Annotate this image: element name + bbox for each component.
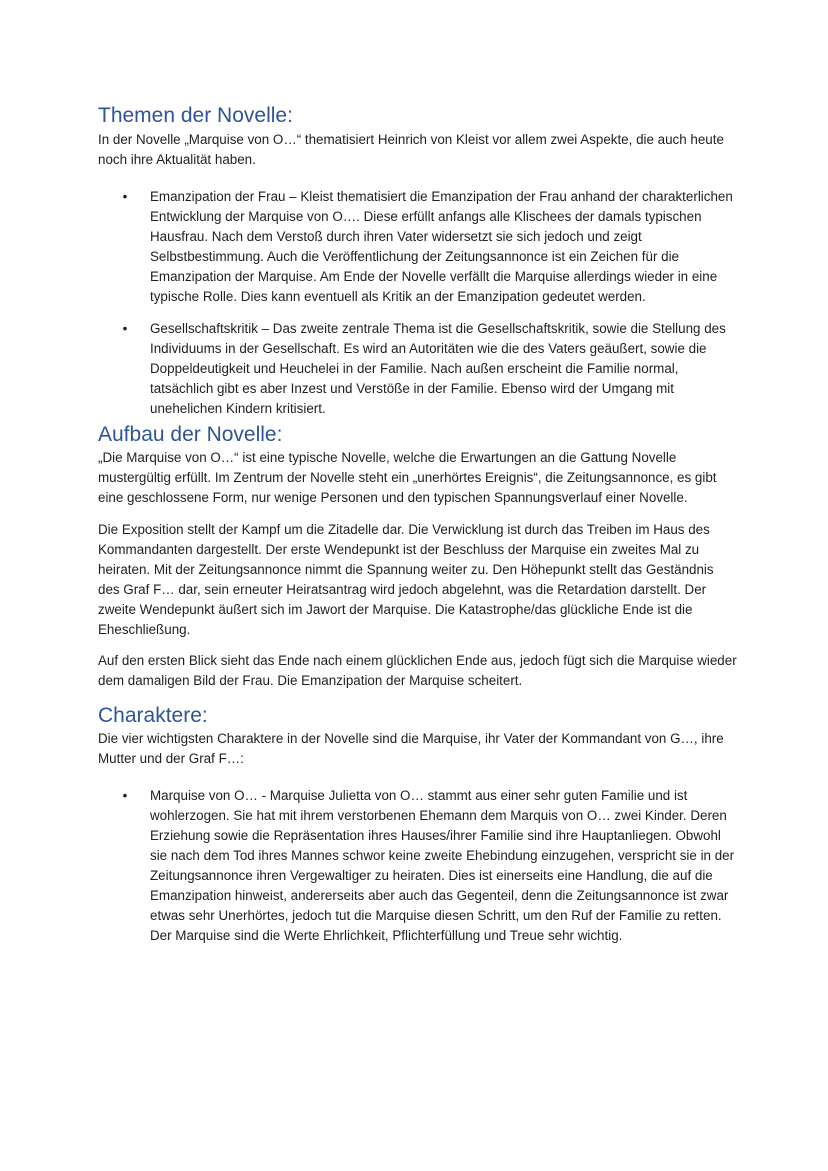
aufbau-paragraph: „Die Marquise von O…“ ist eine typische Novelle, welche die Erwartungen an die Gattung Novelle mustergültig erfüllt. Im Zentrum der Novelle steht ein „unerhörtes Ereignis“, die Zeitungsannonce, es gibt eine geschlossene Form, nur wenige Personen und den typischen Spannungsverlauf einer Novelle. xyxy=(98,450,717,505)
aufbau-paragraph: Die Exposition stellt der Kampf um die Zitadelle dar. Die Verwicklung ist durch das Treiben im Haus des Kommandanten dargestellt. Der erste Wendepunkt ist der Beschluss der Marquise ein zweites Mal zu heiraten. Mit der Zeitungsannonce nimmt die Spannung weiter zu. Den Höhepunkt stellt das Geständnis des Graf F… dar, sein erneuter Heiratsantrag wird jedoch abgelehnt, was die Retardation darstellt. Der zweite Wendepunkt äußert sich im Jawort der Marquise. Die Katastrophe/das glückliche Ende ist die Eheschließung. xyxy=(98,522,714,637)
bullet-icon: • xyxy=(122,189,128,204)
aufbau-paragraph: Auf den ersten Blick sieht das Ende nach einem glücklichen Ende aus, jedoch fügt sich die Marquise wieder dem damaligen Bild der Frau. Die Emanzipation der Marquise scheitert. xyxy=(98,653,737,688)
bullet-icon: • xyxy=(122,321,128,336)
themes-intro-paragraph: In der Novelle „Marquise von O…“ thematisiert Heinrich von Kleist vor allem zwei Aspekte, die auch heute noch ihre Aktualität haben. xyxy=(98,132,724,167)
heading-themes: Themen der Novelle: xyxy=(98,104,293,127)
heading-charaktere: Charaktere: xyxy=(98,704,208,727)
bullet-icon: • xyxy=(122,788,128,803)
list-item-text: Emanzipation der Frau – Kleist thematisiert die Emanzipation der Frau anhand der charakterlichen Entwicklung der Marquise von O…. Diese erfüllt anfangs alle Klischees der damals typischen Hausfrau. Nach dem Verstoß durch ihren Vater widersetzt sie sich jedoch und zeigt Selbstbestimmung. Auch die Veröffentlichung der Zeitungsannonce ist ein Zeichen für die Emanzipation der Marquise. Am Ende der Novelle verfällt die Marquise allerdings wieder in eine typische Rolle. Dies kann eventuell als Kritik an der Emanzipation gedeutet werden. xyxy=(150,189,733,304)
charaktere-intro-paragraph: Die vier wichtigsten Charaktere in der Novelle sind die Marquise, ihr Vater der Kommandant von G…, ihre Mutter und der Graf F…: xyxy=(98,731,724,766)
list-item-text: Gesellschaftskritik – Das zweite zentrale Thema ist die Gesellschaftskritik, sowie die Stellung des Individuums in der Gesellschaft. Es wird an Autoritäten wie die des Vaters geäußert, sowie die Doppeldeutigkeit und Heuchelei in der Familie. Nach außen erscheint die Familie normal, tatsächlich gibt es aber Inzest und Verstöße in der Familie. Ebenso wird der Umgang mit unehelichen Kindern kritisiert. xyxy=(150,321,726,416)
heading-aufbau: Aufbau der Novelle: xyxy=(98,423,283,446)
list-item xyxy=(98,319,738,419)
list-item-text: Marquise von O… - Marquise Julietta von O… stammt aus einer sehr guten Familie und ist wohlerzogen. Sie hat mit ihrem verstorbenen Ehemann dem Marquis von O… zwei Kinder. Deren Erziehung sowie die Repräsentation ihres Hauses/ihrer Familie sind ihre Hauptanliegen. Obwohl sie nach dem Tod ihres Mannes schwor keine zweite Ehebindung einzugehen, verspricht sie in der Zeitungsannonce ihren Vergewaltiger zu heiraten. Dies ist einerseits eine Handlung, die auf die Emanzipation hinweist, andererseits aber auch das Gegenteil, denn die Zeitungsannonce ist zwar etwas sehr Unerhörtes, jedoch tut die Marquise diesen Schritt, um den Ruf der Familie zu retten. Der Marquise sind die Werte Ehrlichkeit, Pflichterfüllung und Treue sehr wichtig. xyxy=(150,788,735,943)
themes-bullet-list xyxy=(98,187,738,419)
document-page xyxy=(98,98,738,946)
section-themes xyxy=(98,103,738,419)
list-item xyxy=(98,786,738,946)
section-charaktere xyxy=(98,703,738,946)
charaktere-bullet-list xyxy=(98,786,738,946)
section-aufbau xyxy=(98,422,738,691)
list-item xyxy=(98,187,738,307)
